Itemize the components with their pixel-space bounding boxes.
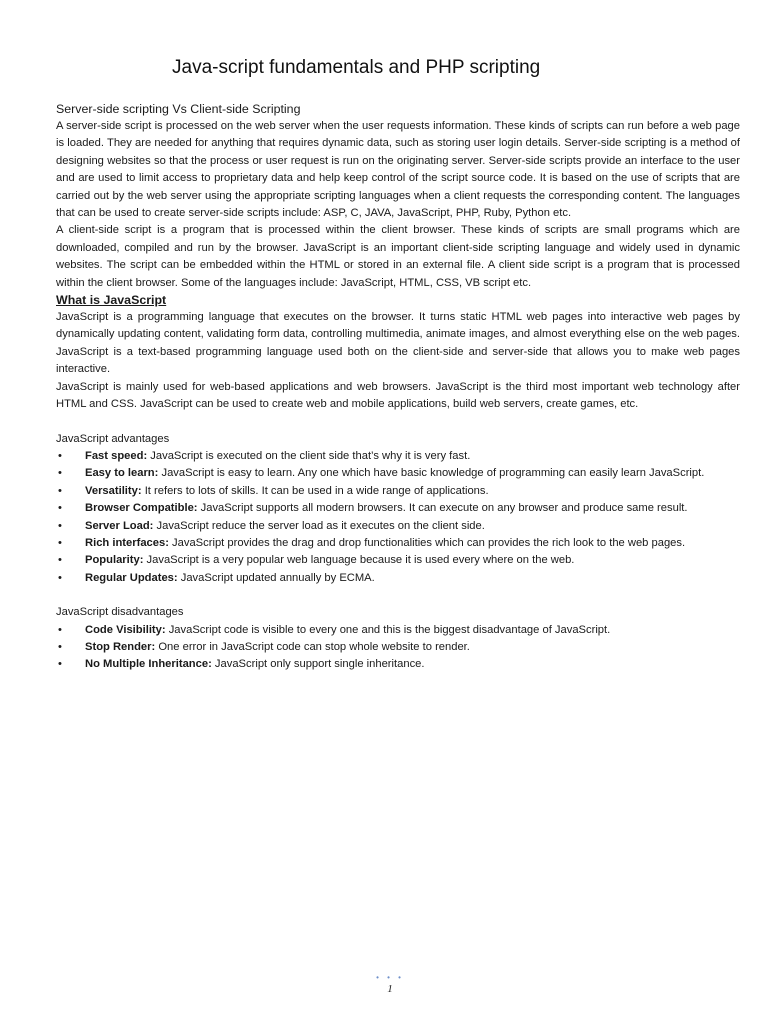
list-item-text: It refers to lots of skills. It can be used in a wide range of applications. — [141, 484, 489, 497]
list-item-text: JavaScript supports all modern browsers. It can execute on any browser and produce same result. — [197, 502, 688, 515]
document-body — [56, 101, 740, 674]
list-item-term: Fast speed: — [85, 449, 148, 462]
page-number: 1 — [387, 983, 393, 995]
document-title: Java-script fundamentals and PHP scripting — [172, 57, 541, 78]
advantages-heading: JavaScript advantages — [56, 432, 170, 445]
list-item — [56, 465, 740, 482]
list-item-text: JavaScript is easy to learn. Any one which have basic knowledge of programming can easily learn JavaScript. — [158, 467, 705, 480]
list-item — [56, 448, 740, 465]
list-item — [56, 483, 740, 500]
list-item-text: JavaScript code is visible to every one and this is the biggest disadvantage of JavaScript. — [165, 623, 611, 636]
paragraph-javascript-intro: JavaScript is a programming language that executes on the browser. It turns static HTML web pages into interactive web pages by dynamically updating content, validating form data, controlling multimedia, animate images, and almost everything else on the web pages. JavaScript is a text-based programming language used both on the client-side and server-side that allows you to make web pages interactive. — [56, 311, 740, 376]
section-heading-what-is-javascript: What is JavaScript — [56, 293, 167, 308]
list-item-term: Versatility: — [85, 484, 142, 497]
bullet-icon: • — [58, 658, 62, 671]
list-item — [56, 518, 740, 535]
list-item-term: Regular Updates: — [85, 571, 178, 584]
list-item-text: One error in JavaScript code can stop whole website to render. — [155, 640, 470, 653]
list-item-text: JavaScript is executed on the client side that’s why it is very fast. — [147, 449, 471, 462]
list-item — [56, 552, 740, 569]
list-item-term: Server Load: — [85, 519, 154, 532]
list-item — [56, 535, 740, 552]
paragraph-server-side: A server-side script is processed on the web server when the user requests information. These kinds of scripts can run before a web page is loaded. They are needed for anything that requires dynamic data, such as storing user login details. Server-side scripting is a method of designing websites so that the process or user request is run on the originating server. Server-side scripts provide an interface to the user and are used to limit access to proprietary data and help keep control of the script source code. It is based on the use of scripts that are carried out by the web server using the appropriate scripting languages when a client requests the corresponding content. The languages that can be used to create server-side scripts include: ASP, C, JAVA, JavaScript, PHP, Ruby, Python etc. — [56, 120, 740, 220]
bullet-icon: • — [58, 502, 62, 515]
bullet-icon: • — [58, 449, 62, 462]
bullet-icon: • — [58, 623, 62, 636]
list-item — [56, 639, 740, 656]
list-item-text: JavaScript provides the drag and drop functionalities which can provides the rich look to the web pages. — [168, 536, 686, 549]
advantages-list — [56, 448, 740, 587]
list-item — [56, 570, 740, 587]
list-item-term: Easy to learn: — [85, 467, 159, 480]
list-item-text: JavaScript updated annually by ECMA. — [177, 571, 375, 584]
list-item — [56, 500, 740, 517]
list-item — [56, 656, 740, 673]
list-item-term: No Multiple Inheritance: — [85, 658, 212, 671]
list-item-term: Stop Render: — [85, 640, 156, 653]
bullet-icon: • — [58, 571, 62, 584]
list-item-term: Browser Compatible: — [85, 502, 198, 515]
spacer — [56, 414, 740, 431]
paragraph-client-side: A client-side script is a program that is processed within the client browser. These kinds of scripts are small programs which are downloaded, compiled and run by the browser. JavaScript is an important client-side scripting language and widely used in dynamic websites. The script can be embedded within the HTML or stored in an external file. A client side script is a program that is processed within the client browser. Some of the languages include: JavaScript, HTML, CSS, VB script etc. — [56, 224, 740, 289]
bullet-icon: • — [58, 536, 62, 549]
list-item-text: JavaScript reduce the server load as it executes on the client side. — [153, 519, 485, 532]
spacer — [56, 587, 740, 604]
paragraph-javascript-usage: JavaScript is mainly used for web-based applications and web browsers. JavaScript is the third most important web technology after HTML and CSS. JavaScript can be used to create web and mobile applications, build web servers, create games, etc. — [56, 380, 740, 411]
list-item — [56, 622, 740, 639]
list-item-text: JavaScript is a very popular web language because it is used every where on the web. — [143, 554, 575, 567]
bullet-icon: • — [58, 554, 62, 567]
disadvantages-heading: JavaScript disadvantages — [56, 606, 184, 619]
footer-ornament: • • • — [376, 973, 404, 982]
list-item-term: Rich interfaces: — [85, 536, 169, 549]
list-item-term: Popularity: — [85, 554, 144, 567]
bullet-icon: • — [58, 467, 62, 480]
bullet-icon: • — [58, 519, 62, 532]
bullet-icon: • — [58, 484, 62, 497]
disadvantages-list — [56, 622, 740, 674]
bullet-icon: • — [58, 640, 62, 653]
list-item-term: Code Visibility: — [85, 623, 166, 636]
list-item-text: JavaScript only support single inheritance. — [211, 658, 425, 671]
section-heading-server-client: Server-side scripting Vs Client-side Scripting — [56, 102, 301, 116]
